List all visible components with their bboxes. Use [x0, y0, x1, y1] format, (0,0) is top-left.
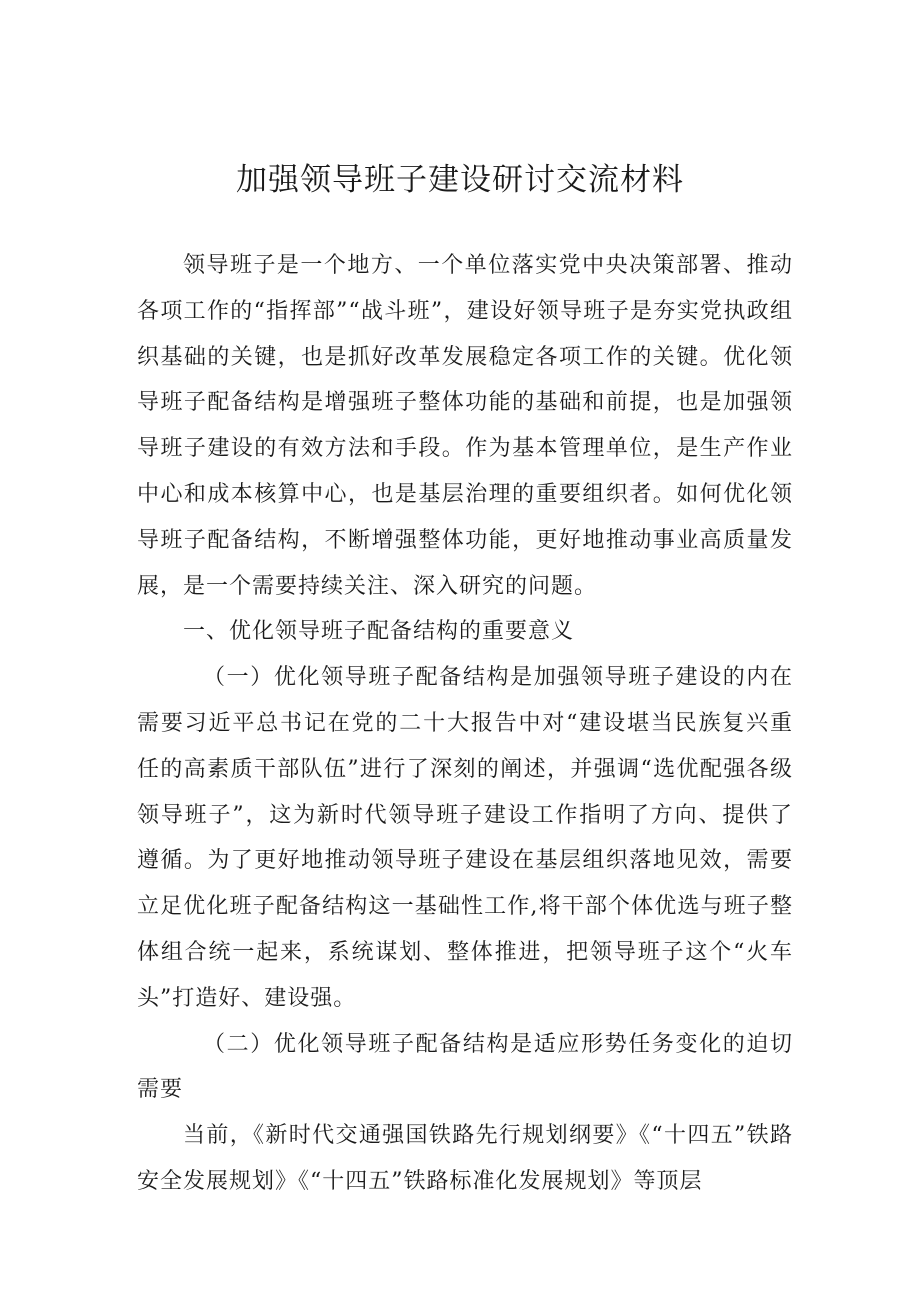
- subsection-paragraph-1: （一）优化领导班子配备结构是加强领导班子建设的内在需要习近平总书记在党的二十大报告中对“建设堪当民族复兴重任的高素质干部队伍”进行了深刻的阐述，并强调“选优配强各级领导班子”，这为新时代领导班子建设工作指明了方向、提供了遵循。为了更好地推动领导班子建设在基层组织落地见效，需要立足优化班子配备结构这一基础性工作,将干部个体优选与班子整体组合统一起来，系统谋划、整体推进，把领导班子这个“火车头”打造好、建设强。: [137, 665, 793, 1011]
- document-title: 加强领导班子建设研讨交流材料: [236, 162, 684, 198]
- body-paragraph: 当前，《新时代交通强国铁路先行规划纲要》《“十四五”铁路安全发展规划》《“十四五”铁路标准化发展规划》等顶层: [137, 1123, 793, 1194]
- document-body: [137, 243, 793, 1205]
- intro-paragraph: 领导班子是一个地方、一个单位落实党中央决策部署、推动各项工作的“指挥部”“战斗班”，建设好领导班子是夯实党执政组织基础的关键，也是抓好改革发展稳定各项工作的关键。优化领导班子配备结构是增强班子整体功能的基础和前提，也是加强领导班子建设的有效方法和手段。作为基本管理单位，是生产作业中心和成本核算中心，也是基层治理的重要组织者。如何优化领导班子配备结构，不断增强整体功能，更好地推动事业高质量发展，是一个需要持续关注、深入研究的问题。: [137, 253, 793, 599]
- subsection-heading-2: （二）优化领导班子配备结构是适应形势任务变化的迫切需要: [137, 1031, 793, 1103]
- section-heading-1: 一、优化领导班子配备结构的重要意义: [183, 619, 575, 645]
